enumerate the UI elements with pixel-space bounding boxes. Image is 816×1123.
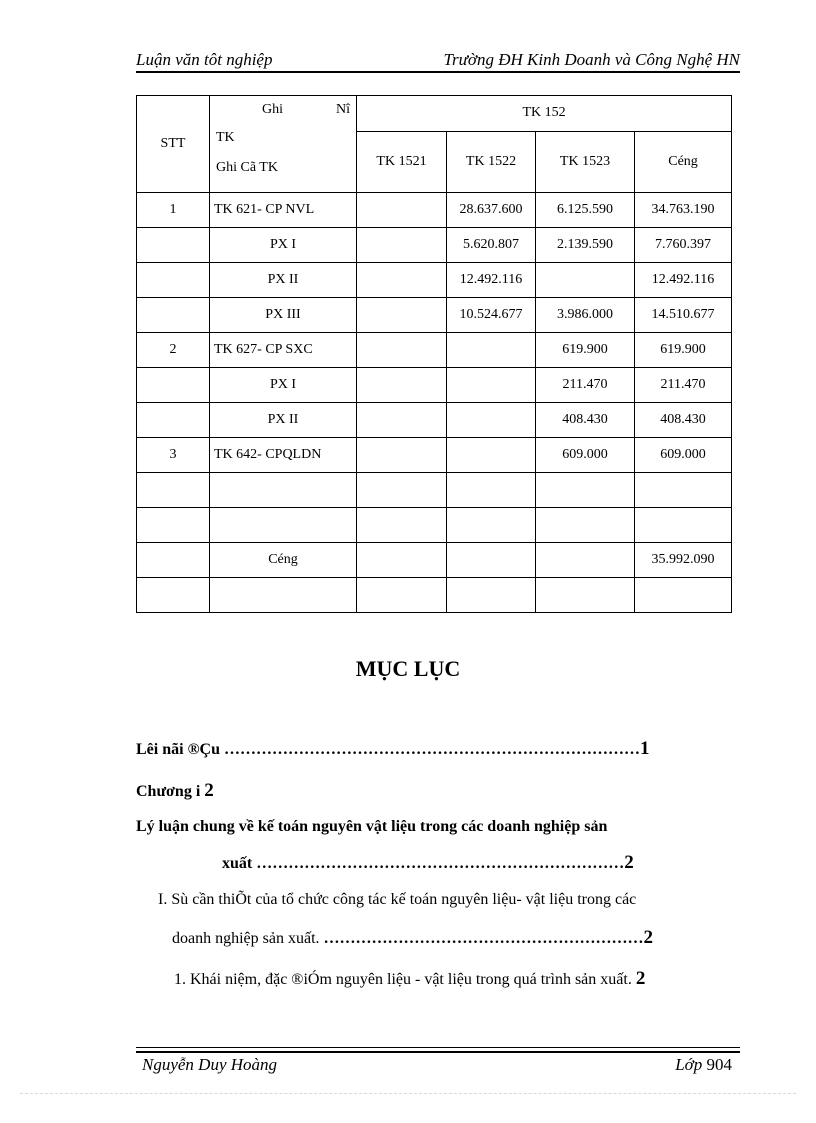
footer-author: Nguyễn Duy Hoàng	[142, 1055, 278, 1074]
cell-tk1522: 5.620.807	[447, 228, 536, 263]
cell-account: PX II	[210, 403, 357, 438]
cell-account: TK 621- CP NVL	[210, 193, 357, 228]
toc-page-number: 2	[635, 968, 646, 989]
cell-tk1521	[357, 578, 447, 613]
table-row	[137, 368, 732, 403]
table-row	[137, 473, 732, 508]
header-university: Trường ĐH Kinh Doanh và Công Nghệ HN	[443, 50, 740, 69]
cell-stt	[137, 368, 210, 403]
header-ghi-no-ghi-co	[210, 96, 357, 193]
cell-tk1522	[447, 578, 536, 613]
cell-tk1522	[447, 403, 536, 438]
cell-tk1522: 12.492.116	[447, 263, 536, 298]
header-col: TK 1522	[447, 131, 536, 192]
table-row	[137, 228, 732, 263]
page-bottom-dashline	[20, 1093, 796, 1094]
cell-total: 34.763.190	[635, 193, 732, 228]
footer-class-label: Lớp	[675, 1055, 703, 1074]
cell-tk1523: 408.430	[536, 403, 635, 438]
cell-total	[635, 508, 732, 543]
footer-rule	[136, 1047, 740, 1048]
toc-entry-label: 1. Khái niệm, đặc ®iÓm nguyên liệu - vật liệu trong quá trình sản xuất.	[174, 971, 632, 988]
footer-class	[675, 1055, 732, 1075]
cell-stt: 3	[137, 438, 210, 473]
table-row	[137, 508, 732, 543]
cell-account: PX I	[210, 368, 357, 403]
cell-tk1523: 211.470	[536, 368, 635, 403]
cell-tk1522	[447, 543, 536, 578]
table-row	[137, 403, 732, 438]
cell-tk1521	[357, 438, 447, 473]
toc-title: MỤC LỤC	[355, 656, 461, 681]
table-row	[137, 193, 732, 228]
cell-tk1521	[357, 263, 447, 298]
cell-tk1523: 609.000	[536, 438, 635, 473]
cell-tk1523	[536, 543, 635, 578]
cell-tk1521	[357, 333, 447, 368]
cell-total: 14.510.677	[635, 298, 732, 333]
cell-tk1523: 3.986.000	[536, 298, 635, 333]
cell-tk1522	[447, 473, 536, 508]
header-col: TK 1521	[357, 131, 447, 192]
cell-stt	[137, 403, 210, 438]
cell-tk1521	[357, 193, 447, 228]
cell-tk1523: 2.139.590	[536, 228, 635, 263]
cell-account	[210, 508, 357, 543]
toc-entry-label: Lý luận chung về kế toán nguyên vật liệu trong các doanh nghiệp sản	[136, 818, 608, 835]
cell-tk1523	[536, 263, 635, 298]
header-thesis-title: Luận văn tôt nghiệp	[136, 50, 273, 69]
cell-tk1521	[357, 298, 447, 333]
toc-entry-label: xuất	[222, 855, 253, 872]
cell-stt: 2	[137, 333, 210, 368]
cell-total: 35.992.090	[635, 543, 732, 578]
cell-account	[210, 473, 357, 508]
toc-page-number: 1	[639, 738, 650, 759]
toc-entry-section-1[interactable]	[158, 891, 636, 909]
header-stt: STT	[137, 96, 210, 193]
page-footer	[136, 1055, 732, 1077]
header-no: Nî	[336, 102, 350, 117]
cell-stt	[137, 298, 210, 333]
table-body	[137, 193, 732, 613]
table-row	[137, 543, 732, 578]
toc-entry-label: Chương i	[136, 783, 201, 800]
cell-total	[635, 473, 732, 508]
cell-total: 408.430	[635, 403, 732, 438]
toc-dots: ……………………………………………………………	[256, 855, 625, 872]
cell-tk1521	[357, 228, 447, 263]
toc-entry-label: doanh nghiệp sản xuất.	[172, 930, 320, 947]
cell-tk1523: 6.125.590	[536, 193, 635, 228]
toc-dots: ……………………………………………………	[323, 930, 644, 947]
toc-entry-chapter-title[interactable]	[136, 818, 607, 836]
cell-tk1522: 28.637.600	[447, 193, 536, 228]
header-ghi: Ghi	[262, 102, 283, 117]
cell-total: 609.000	[635, 438, 732, 473]
footer-class-number: 904	[706, 1055, 732, 1074]
cell-tk1523	[536, 508, 635, 543]
cell-total: 7.760.397	[635, 228, 732, 263]
cell-tk1522	[447, 508, 536, 543]
table-row	[137, 438, 732, 473]
header-ghi-co: Ghi Cã TK	[216, 160, 278, 175]
table-row	[137, 333, 732, 368]
header-col: TK 1523	[536, 131, 635, 192]
cell-tk1522	[447, 333, 536, 368]
cell-tk1521	[357, 473, 447, 508]
cell-total: 12.492.116	[635, 263, 732, 298]
cell-account: TK 627- CP SXC	[210, 333, 357, 368]
footer-rule	[136, 1051, 740, 1053]
cell-tk1523	[536, 473, 635, 508]
header-tk152: TK 152	[357, 96, 732, 132]
cell-total	[635, 578, 732, 613]
header-col: Céng	[635, 131, 732, 192]
table-row	[137, 263, 732, 298]
cell-account	[210, 578, 357, 613]
toc-entry-subsection-1-1[interactable]	[174, 968, 645, 990]
toc-entry-preface[interactable]	[136, 738, 649, 760]
toc-entry-label: Lêi nãi ®Çu	[136, 741, 220, 758]
cell-stt	[137, 228, 210, 263]
cell-tk1522	[447, 368, 536, 403]
toc-page-number: 2	[624, 852, 634, 873]
toc-entry-chapter[interactable]	[136, 780, 214, 802]
cell-account: Céng	[210, 543, 357, 578]
cell-tk1522	[447, 438, 536, 473]
page-header	[136, 48, 740, 70]
cell-tk1521	[357, 368, 447, 403]
cell-stt	[137, 543, 210, 578]
toc-dots: ……………………………………………………………………	[223, 741, 640, 758]
cell-tk1522: 10.524.677	[447, 298, 536, 333]
toc-page-number: 2	[643, 927, 654, 948]
cell-tk1523	[536, 578, 635, 613]
cell-stt	[137, 578, 210, 613]
cell-account: TK 642- CPQLDN	[210, 438, 357, 473]
cell-tk1523: 619.900	[536, 333, 635, 368]
allocation-table	[136, 95, 732, 613]
toc-entry-chapter-title-cont[interactable]	[222, 852, 634, 874]
cell-total: 211.470	[635, 368, 732, 403]
cell-tk1521	[357, 543, 447, 578]
cell-tk1521	[357, 508, 447, 543]
toc-entry-label: I. Sù cần thiÕt của tổ chức công tác kế toán nguyên liệu- vật liệu trong các	[158, 891, 637, 908]
header-rule	[136, 71, 740, 73]
cell-stt	[137, 508, 210, 543]
table-row	[137, 578, 732, 613]
cell-stt: 1	[137, 193, 210, 228]
cell-account: PX III	[210, 298, 357, 333]
cell-account: PX I	[210, 228, 357, 263]
table-row	[137, 298, 732, 333]
cell-stt	[137, 263, 210, 298]
cell-total: 619.900	[635, 333, 732, 368]
header-tk: TK	[216, 130, 235, 145]
toc-page-number: 2	[204, 780, 214, 801]
cell-stt	[137, 473, 210, 508]
cell-tk1521	[357, 403, 447, 438]
toc-entry-section-1-cont[interactable]	[172, 927, 653, 949]
cell-account: PX II	[210, 263, 357, 298]
